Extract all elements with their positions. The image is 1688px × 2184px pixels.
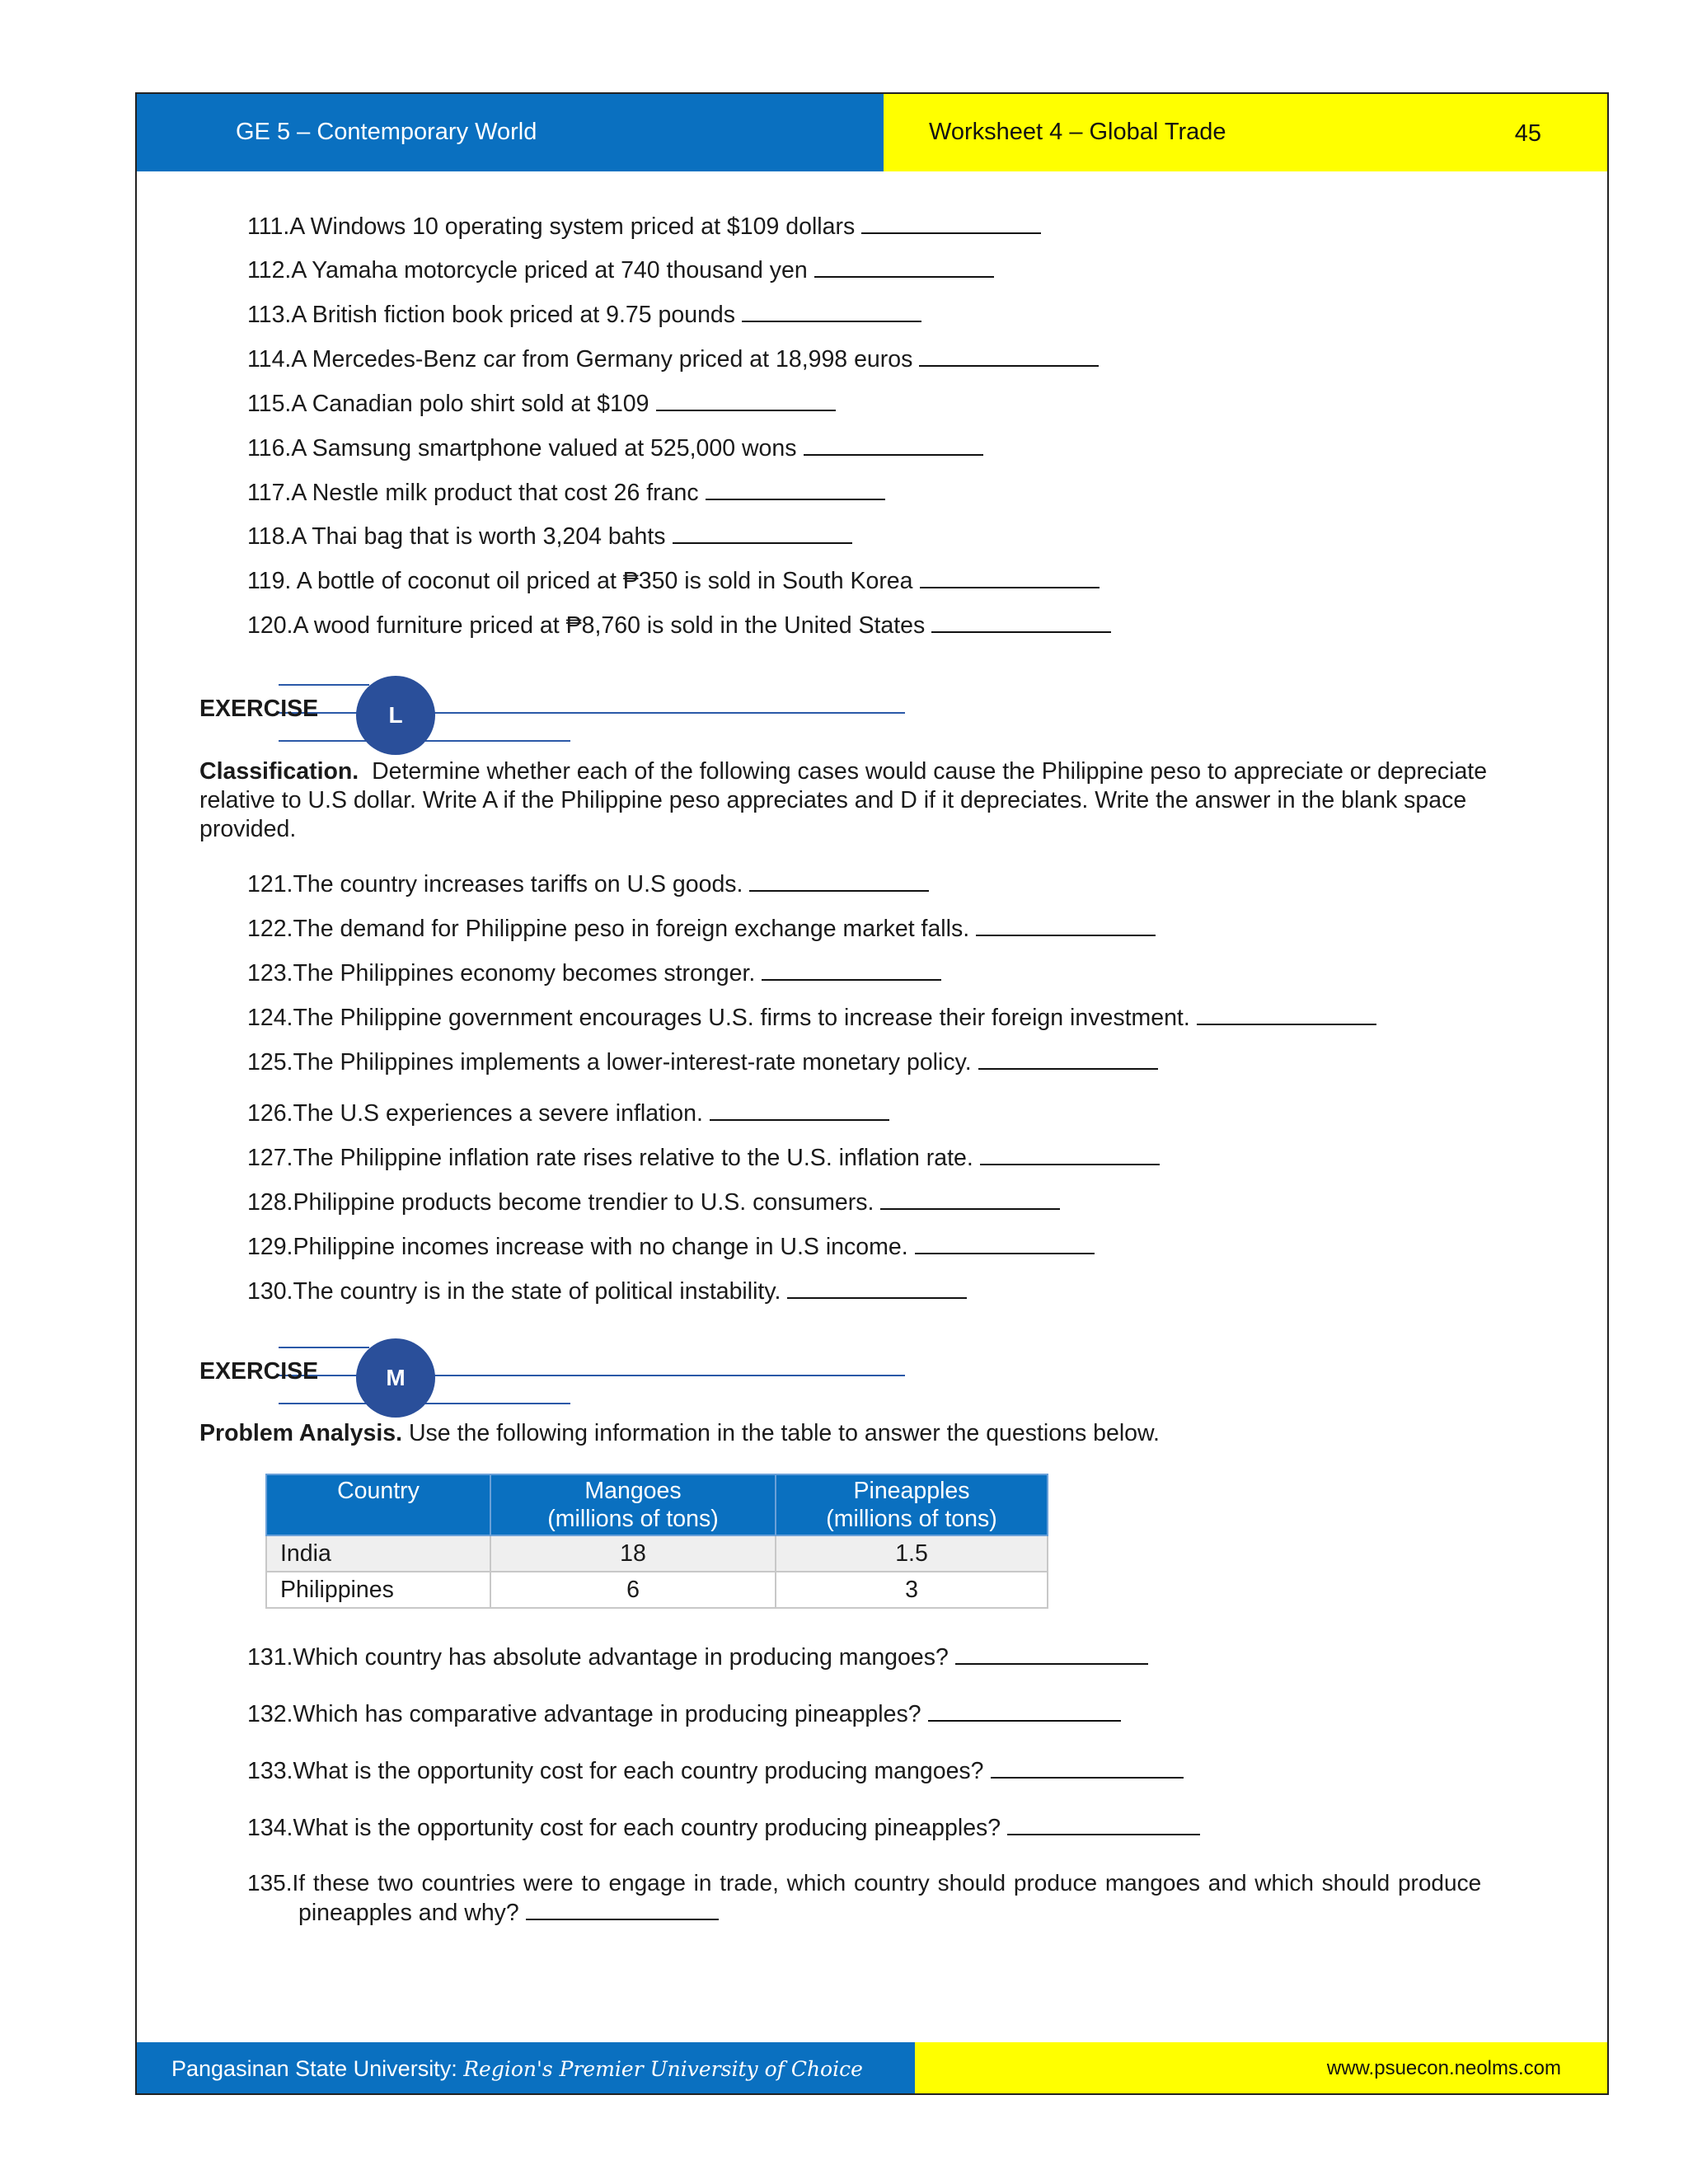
answer-blank-124[interactable]	[1197, 1002, 1376, 1025]
table-cell: 3	[776, 1572, 1048, 1608]
question-117: 117.A Nestle milk product that cost 26 franc	[247, 477, 885, 507]
exercise-label: EXERCISE	[199, 1358, 319, 1385]
worksheet-title: Worksheet 4 – Global Trade	[929, 119, 1226, 145]
instructions-problem-analysis	[199, 1419, 1568, 1448]
instruction-title: Classification.	[199, 758, 359, 785]
instruction-title: Problem Analysis.	[199, 1420, 403, 1446]
question-121: 121.The country increases tariffs on U.S goods.	[247, 869, 929, 898]
table-header-row	[266, 1474, 1048, 1535]
header-right-band	[884, 94, 1607, 171]
answer-blank-131[interactable]	[955, 1642, 1148, 1665]
answer-blank-121[interactable]	[749, 869, 929, 892]
table-row	[266, 1572, 1048, 1608]
exercise-label: EXERCISE	[199, 696, 319, 722]
question-132: 132.Which has comparative advantage in producing pineapples?	[247, 1699, 1121, 1728]
question-135-continued: pineapples and why?	[298, 1897, 719, 1927]
answer-blank-111[interactable]	[861, 211, 1041, 234]
column-header-mangoes: Mangoes (millions of tons)	[490, 1474, 776, 1535]
decor-line	[279, 684, 369, 686]
answer-blank-128[interactable]	[880, 1187, 1060, 1210]
page-number: 45	[1514, 120, 1541, 147]
table-cell: 6	[490, 1572, 776, 1608]
question-134: 134.What is the opportunity cost for each country producing pineapples?	[247, 1812, 1200, 1842]
course-title: GE 5 – Contemporary World	[236, 119, 537, 145]
footer-university: Pangasinan State University: Region's Premier University of Choice	[171, 2056, 863, 2081]
answer-blank-117[interactable]	[706, 477, 885, 500]
answer-blank-132[interactable]	[928, 1699, 1121, 1722]
page-header	[137, 94, 1607, 171]
answer-blank-118[interactable]	[673, 521, 852, 544]
answer-blank-120[interactable]	[931, 610, 1111, 633]
question-111: 111.A Windows 10 operating system priced at $109 dollars	[247, 211, 1041, 241]
question-120: 120.A wood furniture priced at ₱8,760 is sold in the United States	[247, 610, 1111, 640]
answer-blank-112[interactable]	[814, 255, 994, 278]
answer-blank-114[interactable]	[919, 344, 1099, 367]
column-header-country: Country	[266, 1474, 490, 1535]
question-114: 114.A Mercedes-Benz car from Germany priced at 18,998 euros	[247, 344, 1099, 373]
question-112: 112.A Yamaha motorcycle priced at 740 thousand yen	[247, 255, 994, 284]
answer-blank-135[interactable]	[526, 1897, 719, 1920]
question-125: 125.The Philippines implements a lower-interest-rate monetary policy.	[247, 1047, 1158, 1076]
question-127: 127.The Philippine inflation rate rises relative to the U.S. inflation rate.	[247, 1142, 1160, 1172]
question-116: 116.A Samsung smartphone valued at 525,000 wons	[247, 433, 983, 462]
question-122: 122.The demand for Philippine peso in foreign exchange market falls.	[247, 913, 1156, 943]
header-left-band	[137, 94, 884, 171]
question-123: 123.The Philippines economy becomes stronger.	[247, 958, 941, 987]
answer-blank-113[interactable]	[742, 299, 921, 322]
answer-blank-126[interactable]	[710, 1098, 889, 1121]
answer-blank-127[interactable]	[980, 1142, 1160, 1165]
answer-blank-122[interactable]	[976, 913, 1156, 936]
table-cell: 1.5	[776, 1535, 1048, 1572]
footer-url-link[interactable]: www.psuecon.neolms.com	[1326, 2057, 1561, 2079]
answer-blank-125[interactable]	[978, 1047, 1158, 1070]
footer-motto: Region's Premier University of Choice	[463, 2057, 863, 2081]
answer-blank-129[interactable]	[915, 1231, 1095, 1254]
instructions-classification	[199, 757, 1568, 844]
answer-blank-134[interactable]	[1007, 1812, 1200, 1835]
question-129: 129.Philippine incomes increase with no change in U.S income.	[247, 1231, 1095, 1261]
answer-blank-133[interactable]	[991, 1755, 1184, 1779]
question-118: 118.A Thai bag that is worth 3,204 bahts	[247, 521, 852, 551]
footer-right-band	[915, 2042, 1607, 2093]
table-cell: India	[266, 1535, 490, 1572]
question-115: 115.A Canadian polo shirt sold at $109	[247, 388, 836, 418]
table-cell: 18	[490, 1535, 776, 1572]
exercise-letter-badge: M	[356, 1338, 435, 1418]
question-126: 126.The U.S experiences a severe inflation.	[247, 1098, 889, 1127]
decor-line	[279, 1347, 369, 1348]
question-131: 131.Which country has absolute advantage in producing mangoes?	[247, 1642, 1148, 1671]
answer-blank-130[interactable]	[787, 1276, 967, 1299]
question-128: 128.Philippine products become trendier to U.S. consumers.	[247, 1187, 1060, 1216]
table-cell: Philippines	[266, 1572, 490, 1608]
production-table	[265, 1474, 1048, 1609]
answer-blank-119[interactable]	[920, 565, 1100, 588]
answer-blank-116[interactable]	[804, 433, 983, 456]
instruction-text: Use the following information in the table to answer the questions below.	[408, 1420, 1160, 1446]
question-119: 119. A bottle of coconut oil priced at ₱350 is sold in South Korea	[247, 565, 1100, 595]
instruction-text: Determine whether each of the following cases would cause the Philippine peso to appreciate or depreciate relative to U.S dollar. Write A if the Philippine peso appreciates and D if it depreciates. Write the answer in the blank space provided.	[199, 758, 1488, 842]
exercise-letter-badge: L	[356, 676, 435, 755]
question-124: 124.The Philippine government encourages U.S. firms to increase their foreign investment.	[247, 1002, 1376, 1032]
question-135: 135.If these two countries were to engage in trade, which country should produce mangoes and which should produce	[247, 1870, 1482, 1896]
question-133: 133.What is the opportunity cost for each country producing mangoes?	[247, 1755, 1184, 1785]
page-footer	[137, 2042, 1607, 2093]
question-130: 130.The country is in the state of political instability.	[247, 1276, 967, 1305]
worksheet-page	[135, 92, 1609, 2095]
column-header-pineapples: Pineapples (millions of tons)	[776, 1474, 1048, 1535]
answer-blank-115[interactable]	[656, 388, 836, 411]
answer-blank-123[interactable]	[762, 958, 941, 981]
question-113: 113.A British fiction book priced at 9.75 pounds	[247, 299, 921, 329]
table-row	[266, 1535, 1048, 1572]
footer-left-band	[137, 2042, 915, 2093]
